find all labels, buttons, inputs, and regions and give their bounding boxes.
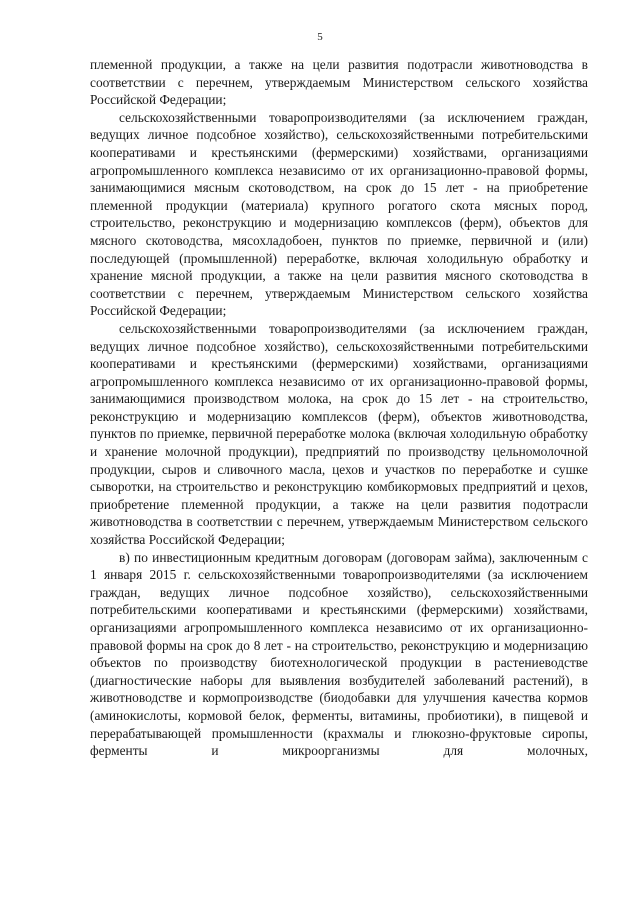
document-body (90, 56, 588, 760)
paragraph-continuation: племенной продукции, а также на цели развития подотрасли животноводства в соответствии с перечнем, утверждаемым Министерством сельского хозяйства Российской Федерации; (90, 57, 588, 108)
page-number: 5 (317, 31, 323, 43)
paragraph-dairy: сельскохозяйственными товаропроизводителями (за исключением граждан, ведущих личное подсобное хозяйство), сельскохозяйственными потребительскими кооперативами и крестьянскими (фермерскими) хозяйствами, организациями агропромышленного комплекса независимо от их организационно-правовой формы, занимающимися производством молока, на срок до 15 лет - на строительство, реконструкцию и модернизацию комплексов (ферм), объектов животноводства, пунктов по приемке, первичной переработке молока (включая холодильную обработку и хранение молочной продукции), предприятий по производству цельномолочной продукции, сыров и сливочного масла, цехов и участков по переработке и сушке сыворотки, на строительство и реконструкцию комбикормовых предприятий и цехов, приобретение племенной продукции, а также на цели развития подотрасли животноводства в соответствии с перечнем, утверждаемым Министерством сельского хозяйства Российской Федерации; (90, 320, 588, 548)
paragraph-investment-loans: в) по инвестиционным кредитным договорам (договорам займа), заключенным с 1 января 2015 г. сельскохозяйственными товаропроизводителями (за исключением граждан, ведущих личное подсобное хозяйство), сельскохозяйственными потребительскими кооперативами и крестьянскими (фермерскими) хозяйствами, организациями агропромышленного комплекса независимо от их организационно-правовой формы на срок до 8 лет - на строительство, реконструкцию и модернизацию объектов по производству биотехнологической продукции в растениеводстве (диагностические наборы для выявления возбудителей заболеваний растений), в животноводстве и кормопроизводстве (биодобавки для улучшения качества кормов (аминокислоты, кормовой белок, ферменты, витамины, пробиотики), в пищевой и перерабатывающей промышленности (крахмалы и глюкозно-фруктовые сиропы, ферменты и микроорганизмы для молочных, (90, 549, 588, 759)
paragraph-meat-cattle: сельскохозяйственными товаропроизводителями (за исключением граждан, ведущих личное подсобное хозяйство), сельскохозяйственными потребительскими кооперативами и крестьянскими (фермерскими) хозяйствами, организациями агропромышленного комплекса независимо от их организационно-правовой формы, занимающимися мясным скотоводством, на срок до 15 лет - на приобретение племенной продукции (материала) крупного рогатого скота мясных пород, строительство, реконструкцию и модернизацию комплексов (ферм), объектов для мясного скотоводства, мясохладобоен, пунктов по приемке, первичной и (или) последующей (промышленной) переработке, включая холодильную обработку и хранение мясной продукции, а также на цели развития мясного скотоводства в соответствии с перечнем, утверждаемым Министерством сельского хозяйства Российской Федерации; (90, 109, 588, 319)
